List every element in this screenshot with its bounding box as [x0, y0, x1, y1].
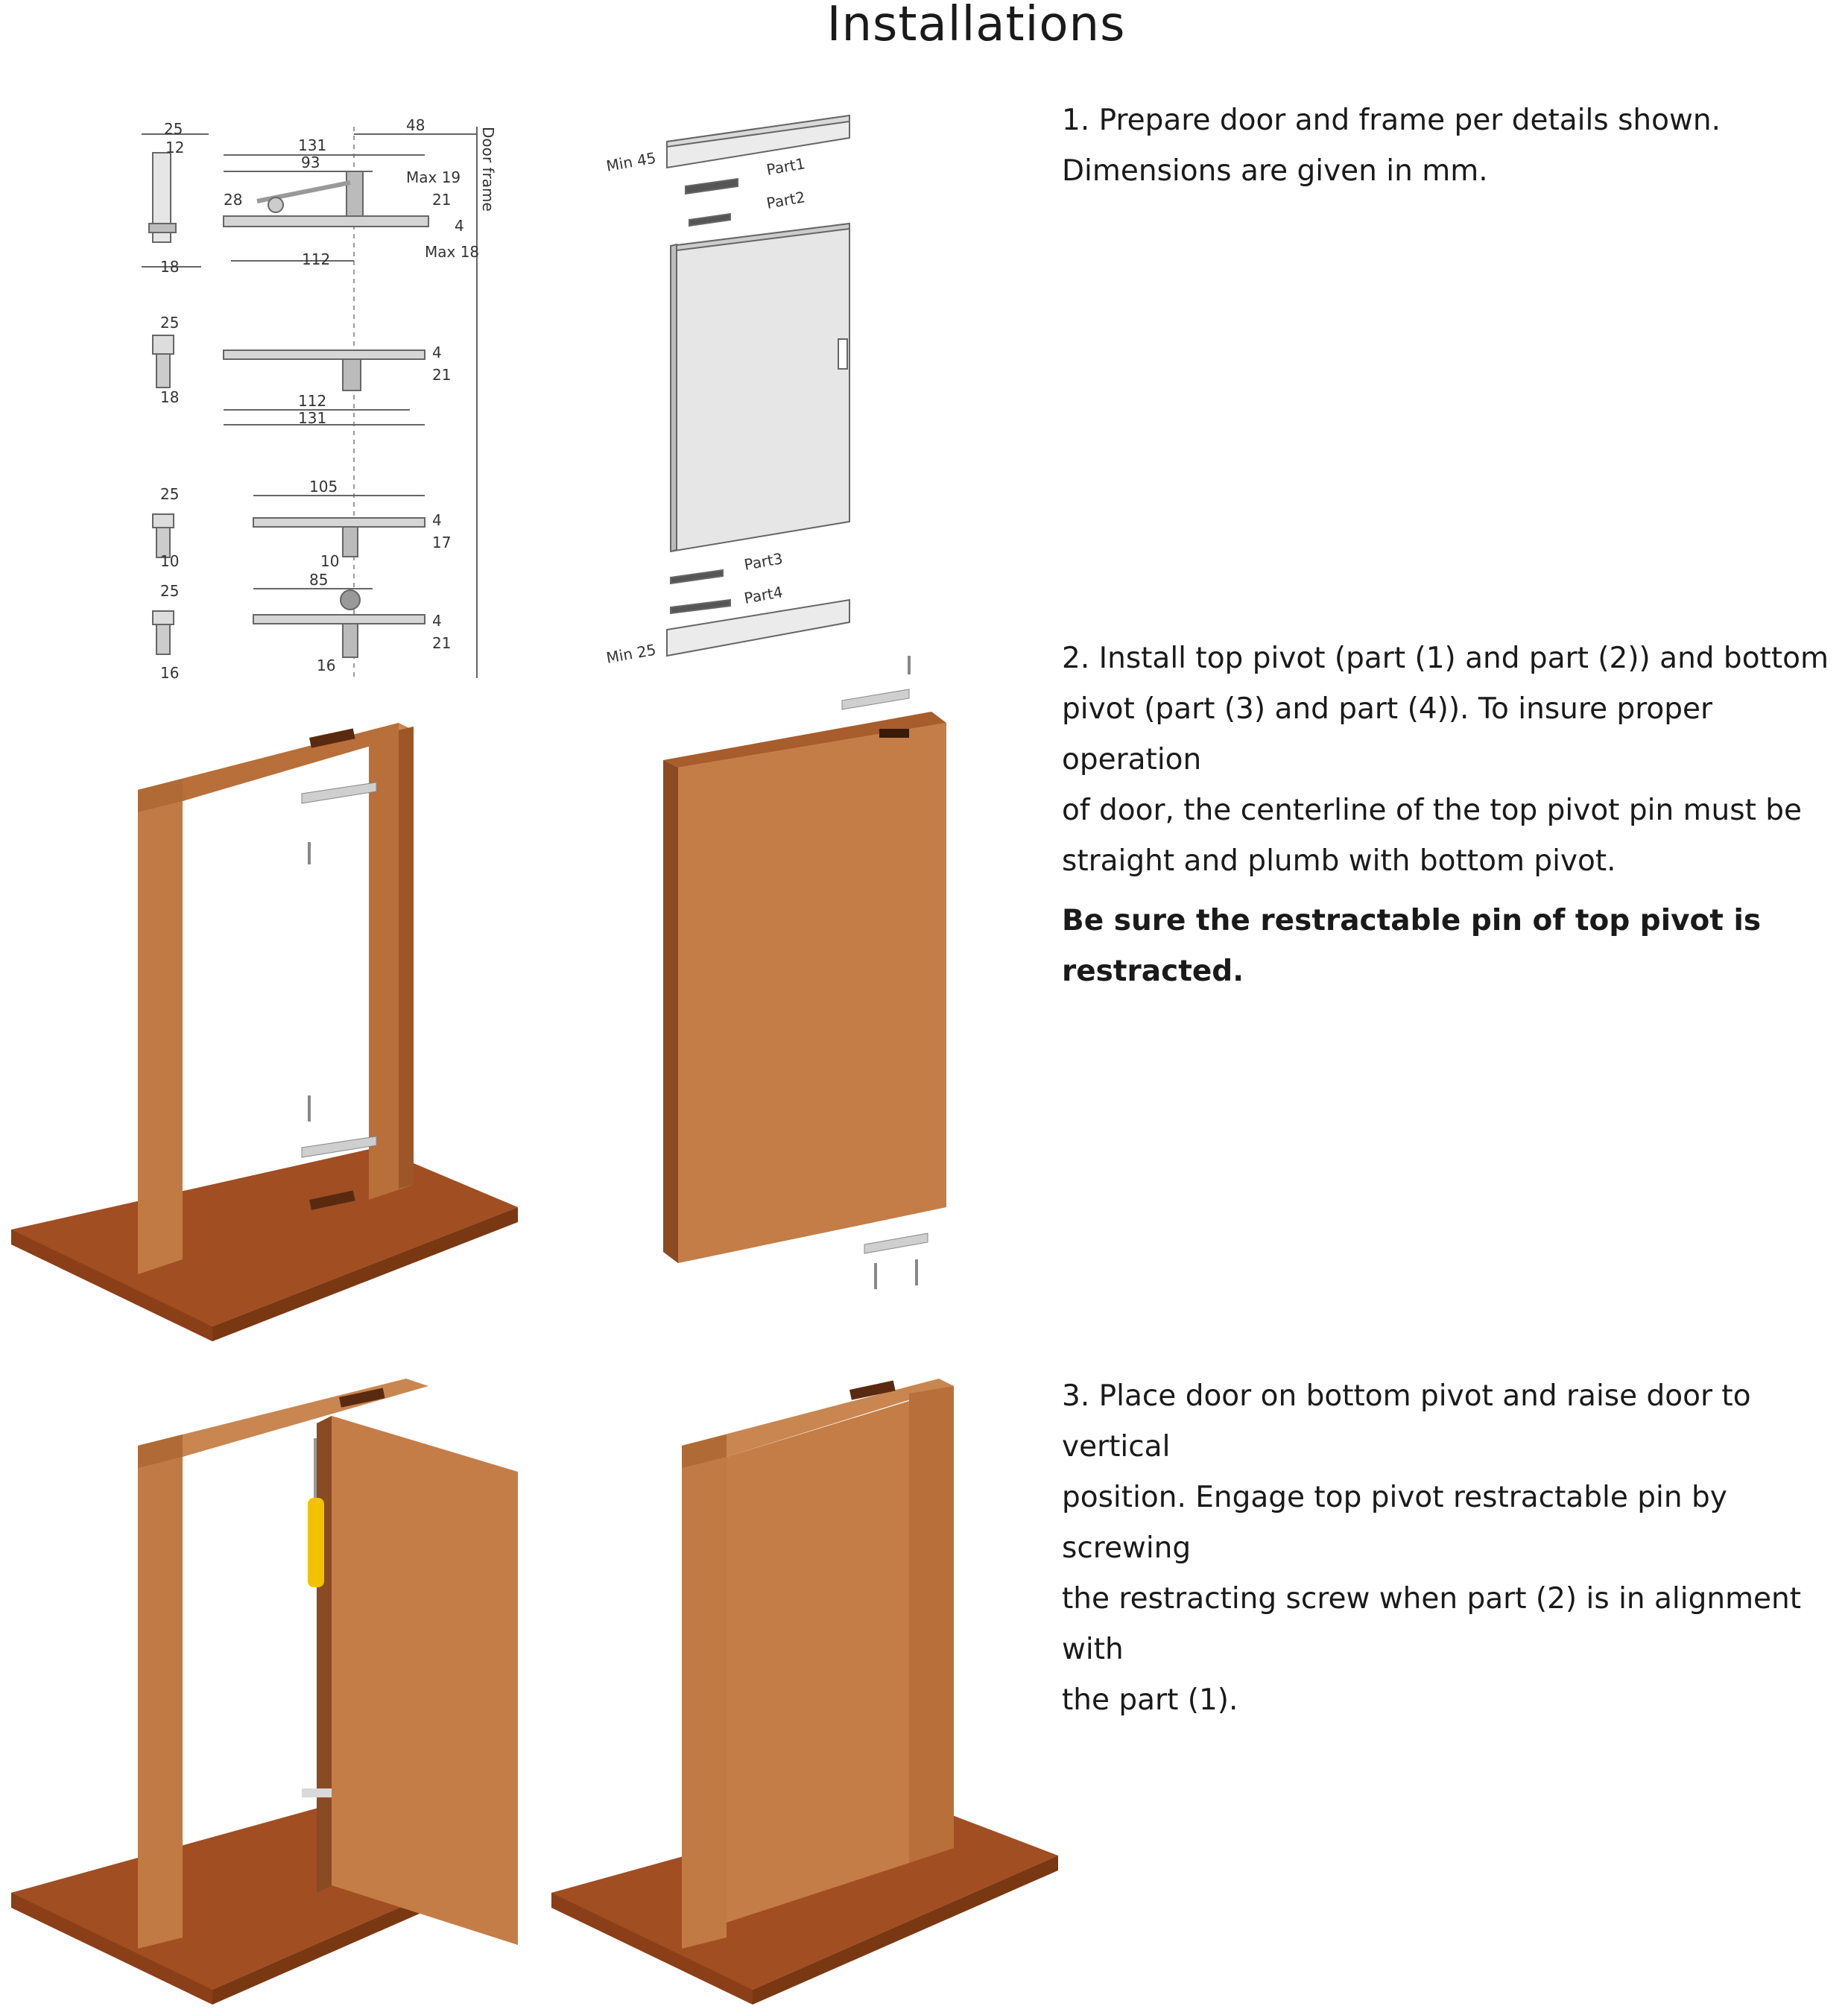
step-line: pivot (part (3) and part (4)). To insure proper operation: [1062, 692, 1713, 776]
dim-label: 48: [406, 116, 425, 134]
part4-label: Part4: [742, 583, 785, 607]
step-line: Dimensions are given in mm.: [1062, 154, 1488, 188]
part3-label: Part3: [742, 549, 785, 574]
dim-label: 4: [432, 344, 442, 361]
frame-with-pivots-illustration: [11, 708, 525, 1341]
dim-label: 25: [160, 582, 180, 600]
dim-label: 105: [309, 478, 338, 496]
dim-label: Max 19: [406, 168, 461, 186]
step-line: position. Engage top pivot restractable pin by screwing: [1062, 1481, 1727, 1565]
dim-label: 16: [317, 657, 336, 674]
dim-label: 4: [455, 217, 464, 235]
part1-label: Part1: [765, 154, 807, 179]
step-line: the part (1).: [1062, 1683, 1238, 1717]
dim-label: 93: [301, 154, 320, 171]
dim-label: 85: [309, 571, 329, 589]
dim-label: 12: [165, 139, 185, 156]
dim-label: 25: [160, 314, 180, 332]
door-with-pivots-illustration: [663, 641, 961, 1297]
dim-label: 21: [432, 191, 452, 209]
min-top-label: Min 45: [604, 148, 658, 175]
step-2-text: [1062, 633, 1837, 997]
warning-text: Be sure the restractable pin of top pivot is restracted.: [1062, 904, 1762, 988]
dim-label: Max 18: [425, 243, 480, 261]
step-line: 2. Install top pivot (part (1) and part (2)) and bottom: [1062, 642, 1829, 675]
dim-label: 21: [432, 634, 452, 652]
step-line: 1. Prepare door and frame per details shown.: [1062, 104, 1721, 137]
dim-label: 25: [160, 485, 180, 503]
door-installed-illustration: [551, 1371, 1058, 2012]
page-title: Installations: [826, 0, 1126, 52]
dim-label: 10: [320, 552, 340, 570]
dim-label: 16: [160, 664, 180, 682]
step-line: straight and plumb with bottom pivot.: [1062, 844, 1616, 878]
step-3-text: [1062, 1371, 1837, 1726]
dim-label: 131: [298, 409, 327, 427]
dim-label: 112: [298, 392, 327, 410]
dim-label: 131: [298, 136, 327, 154]
dim-label: 21: [432, 366, 452, 384]
step-line: of door, the centerline of the top pivot pin must be: [1062, 794, 1803, 827]
step-line: the restracting screw when part (2) is in alignment with: [1062, 1582, 1802, 1666]
dimension-drawing: [127, 112, 514, 686]
door-raising-illustration: [11, 1371, 533, 2012]
dim-label: 4: [432, 612, 442, 630]
dim-label: 28: [224, 191, 243, 209]
min-bottom-label: Min 25: [604, 640, 658, 667]
exploded-door-diagram: [604, 108, 879, 667]
dim-label: 25: [164, 120, 183, 138]
dim-label: 4: [432, 511, 442, 529]
dim-label: 18: [160, 258, 180, 276]
dim-label: 10: [160, 552, 180, 570]
part2-label: Part2: [765, 188, 807, 212]
dim-label: Door frame: [479, 127, 497, 212]
step-line: 3. Place door on bottom pivot and raise door to vertical: [1062, 1379, 1751, 1464]
step-1-text: [1062, 95, 1837, 197]
dim-label: 18: [160, 388, 180, 406]
dim-label: 17: [432, 534, 452, 551]
dim-label: 112: [302, 250, 331, 268]
